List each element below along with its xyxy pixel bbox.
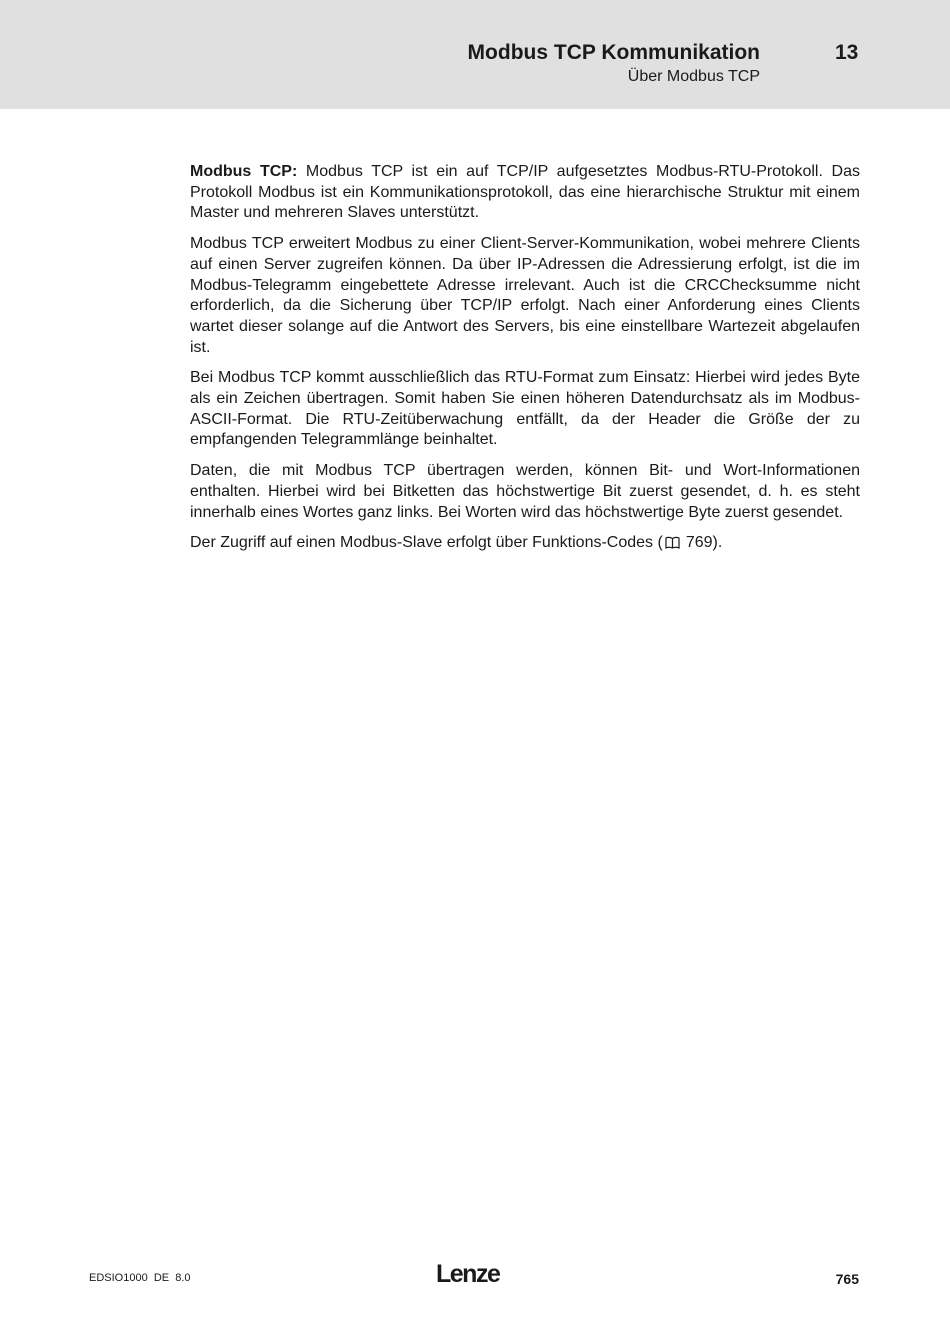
paragraph-rtu-format: Bei Modbus TCP kommt ausschließlich das RTU-Format zum Einsatz: Hierbei wird jedes Byte als ein Zeichen übertragen. Somit haben Sie einen höheren Datendurchsatz als im Modbus-ASCII-Format. Die RTU-Zeitüberwachung entfällt, da der Header die Größe der zu empfangenden Telegrammlänge beinhaltet.: [190, 369, 860, 449]
paragraph-client-server: Modbus TCP erweitert Modbus zu einer Client-Server-Kommunikation, wobei mehrere Clients auf einen Server zugreifen können. Da über IP-Adressen die Adressierung erfolgt, ist die im Modbus-Telegramm eingebettete Adresse irrelevant. Auch ist die CRCChecksumme nicht erforderlich, da die Sicherung über TCP/IP erfolgt. Nach einer Anforderung eines Clients wartet dieser solange auf die Antwort des Servers, bis eine einstellbare Wartezeit abgelaufen ist.: [190, 235, 860, 356]
paragraph-intro-text: Modbus TCP ist ein auf TCP/IP aufgesetztes Modbus-RTU-Protokoll. Das Protokoll Modbus ist ein Kommunikationsprotokoll, das eine hierarchische Struktur mit einem Master und mehreren Slaves unterstützt.: [190, 163, 861, 222]
function-codes-text-end: ).: [712, 534, 723, 552]
paragraph-function-codes: [190, 533, 860, 556]
chapter-number: 13: [835, 41, 859, 64]
page-content: [190, 162, 860, 566]
paragraph-bit-word: Daten, die mit Modbus TCP übertragen werden, können Bit- und Wort-Informationen enthalten. Hierbei wird bei Bitketten das höchstwertige Bit zuerst gesendet, d. h. es steht innerhalb eines Wortes ganz links. Bei Worten wird das höchstwertige Byte zuerst gesendet.: [190, 462, 860, 521]
page-number: 765: [835, 1271, 859, 1287]
book-icon: [665, 535, 680, 556]
term-modbus-tcp: Modbus TCP:: [190, 163, 298, 180]
section-subtitle: Über Modbus TCP: [627, 68, 760, 85]
header-band: [0, 0, 950, 109]
document-id: EDSIO1000 DE 8.0: [89, 1272, 191, 1284]
function-codes-text: Der Zugriff auf einen Modbus-Slave erfolgt über Funktions-Codes (: [190, 534, 663, 552]
paragraph-intro: [190, 162, 860, 224]
lenze-logo: Lenze: [436, 1260, 500, 1288]
chapter-title: Modbus TCP Kommunikation: [467, 41, 760, 64]
page-reference-link[interactable]: 769: [685, 534, 713, 552]
